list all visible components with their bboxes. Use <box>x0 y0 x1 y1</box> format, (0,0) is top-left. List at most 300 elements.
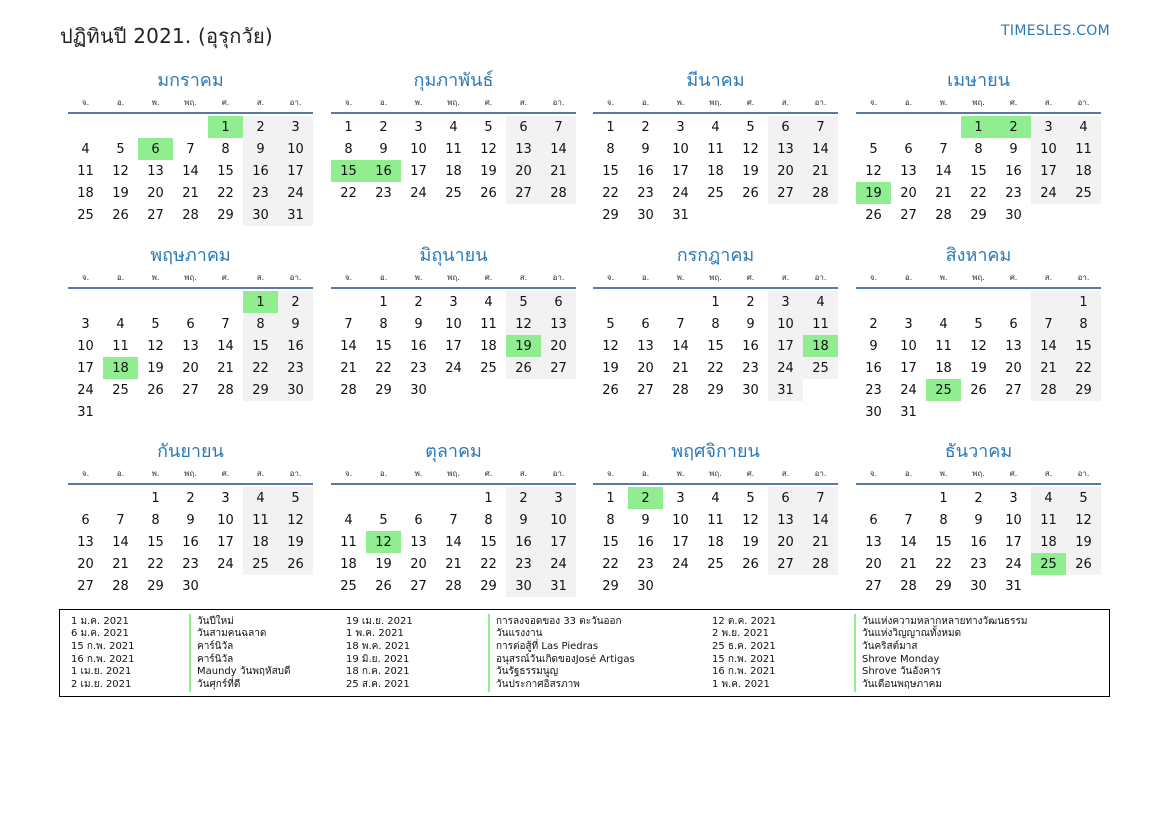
weekday-label: ศ. <box>1009 273 1018 282</box>
day-cell: 28 <box>182 207 199 223</box>
holiday-date: 12 ต.ค. 2021 <box>712 615 777 627</box>
month-block <box>856 68 1101 226</box>
day-cell: 5 <box>746 490 755 506</box>
day-cell: 27 <box>637 382 654 398</box>
empty-cell <box>173 116 208 138</box>
empty-cell <box>733 204 768 226</box>
day-cell: 21 <box>541 160 576 182</box>
day-cell: 19 <box>1066 531 1101 553</box>
weekday-label: พฤ. <box>184 273 197 282</box>
weekday-header <box>68 269 313 287</box>
day-cell: 28 <box>340 382 357 398</box>
day-cell: 19 <box>375 556 392 572</box>
day-cell: 11 <box>480 316 497 332</box>
month-name: พฤศจิกายน <box>671 441 760 462</box>
empty-cell <box>103 116 138 138</box>
month-block <box>68 243 313 423</box>
day-cell: 23 <box>375 185 392 201</box>
holiday-name: วันศุกร์ที่ดี <box>189 677 240 692</box>
day-cell: 18 <box>1066 160 1101 182</box>
day-cell: 3 <box>1009 490 1018 506</box>
holiday-name: การลงจอดของ 33 ตะวันออก <box>488 614 622 629</box>
weekday-label: พ. <box>151 273 160 282</box>
day-cell: 15 <box>707 338 724 354</box>
day-cell: 6 <box>904 141 913 157</box>
day-cell: 26 <box>112 207 129 223</box>
month-name: ตุลาคม <box>425 441 482 462</box>
day-cell: 29 <box>147 578 164 594</box>
day-cell: 10 <box>768 313 803 335</box>
day-grid <box>331 116 576 204</box>
holiday-date: 19 มิ.ย. 2021 <box>346 653 410 665</box>
day-cell: 21 <box>182 185 199 201</box>
day-cell: 17 <box>410 163 427 179</box>
day-cell: 24 <box>1031 182 1066 204</box>
day-cell: 4 <box>711 119 720 135</box>
day-cell: 20 <box>77 556 94 572</box>
day-cell: 17 <box>278 160 313 182</box>
day-cell: 27 <box>506 182 541 204</box>
month-block <box>331 243 576 401</box>
day-cell: 13 <box>865 534 882 550</box>
day-cell: 4 <box>711 490 720 506</box>
day-cell: 12 <box>742 512 759 528</box>
day-cell: 25 <box>340 578 357 594</box>
day-cell: 19 <box>480 163 497 179</box>
empty-cell <box>471 379 506 401</box>
day-cell: 10 <box>1031 138 1066 160</box>
month-name: พฤษภาคม <box>150 245 231 266</box>
day-cell: 17 <box>768 335 803 357</box>
weekday-label: พ. <box>414 98 423 107</box>
holiday-name: วันแห่งวิญญาณทั้งหมด <box>854 626 961 641</box>
day-cell: 16 <box>182 534 199 550</box>
empty-cell <box>663 575 698 597</box>
day-cell: 6 <box>869 512 878 528</box>
weekday-label: ส. <box>519 469 528 478</box>
day-cell: 20 <box>768 160 803 182</box>
holiday-date: 16 ก.พ. 2021 <box>71 653 135 665</box>
day-cell: 21 <box>217 360 234 376</box>
day-cell: 22 <box>602 556 619 572</box>
day-cell: 26 <box>480 185 497 201</box>
empty-cell <box>173 291 208 313</box>
day-cell: 9 <box>641 512 650 528</box>
weekday-label: จ. <box>344 98 353 107</box>
day-cell: 19 <box>278 531 313 553</box>
day-cell: 29 <box>935 578 952 594</box>
weekday-label: พ. <box>676 273 685 282</box>
day-cell: 3 <box>904 316 913 332</box>
day-cell: 29 <box>480 578 497 594</box>
day-cell: 6 <box>541 291 576 313</box>
day-cell: 21 <box>340 360 357 376</box>
weekday-label: อา. <box>552 98 565 107</box>
empty-cell <box>243 575 278 597</box>
day-cell: 26 <box>865 207 882 223</box>
weekday-label: อ. <box>379 469 388 478</box>
day-cell: 11 <box>1031 509 1066 531</box>
holiday-date: 2 เม.ย. 2021 <box>71 678 132 690</box>
empty-cell <box>103 291 138 313</box>
holiday-name: การต่อสู้ที่ Las Piedras <box>488 639 598 654</box>
holiday-name: คาร์นิวัล <box>189 639 233 654</box>
empty-cell <box>243 401 278 423</box>
day-cell: 15 <box>480 534 497 550</box>
day-cell: 5 <box>974 316 983 332</box>
day-cell: 17 <box>1031 160 1066 182</box>
day-cell: 15 <box>243 335 278 357</box>
weekday-label: ส. <box>519 98 528 107</box>
empty-cell <box>803 575 838 597</box>
month-block <box>856 243 1101 423</box>
day-cell: 14 <box>445 534 462 550</box>
day-cell: 10 <box>1005 512 1022 528</box>
day-cell: 25 <box>707 556 724 572</box>
day-cell: 8 <box>974 141 983 157</box>
empty-cell <box>436 379 471 401</box>
day-cell: 4 <box>449 119 458 135</box>
day-cell: 1 <box>606 490 615 506</box>
day-cell: 15 <box>375 338 392 354</box>
weekday-label: อา. <box>1077 469 1090 478</box>
day-cell: 13 <box>147 163 164 179</box>
day-cell: 21 <box>672 360 689 376</box>
month-name: สิงหาคม <box>945 245 1012 266</box>
month-name: มกราคม <box>157 70 224 91</box>
day-cell: 26 <box>970 382 987 398</box>
holiday-date: 16 ก.พ. 2021 <box>712 666 776 678</box>
empty-cell <box>926 401 961 423</box>
day-cell: 23 <box>865 382 882 398</box>
weekday-label: พฤ. <box>447 273 460 282</box>
day-cell: 11 <box>803 313 838 335</box>
day-cell: 10 <box>900 338 917 354</box>
day-cell: 20 <box>182 360 199 376</box>
day-cell: 14 <box>340 338 357 354</box>
day-cell: 6 <box>506 116 541 138</box>
day-cell: 24 <box>768 357 803 379</box>
empty-cell <box>803 379 838 401</box>
day-cell: 7 <box>541 116 576 138</box>
holiday-column <box>71 615 291 691</box>
weekday-label: พฤ. <box>972 273 985 282</box>
header-rule <box>856 112 1101 114</box>
holiday-day-cell: 2 <box>996 116 1031 138</box>
day-cell: 28 <box>112 578 129 594</box>
day-cell: 23 <box>182 556 199 572</box>
day-cell: 30 <box>182 578 199 594</box>
day-grid <box>68 291 313 423</box>
day-cell: 13 <box>541 313 576 335</box>
day-cell: 28 <box>935 207 952 223</box>
day-cell: 9 <box>641 141 650 157</box>
day-cell: 2 <box>278 291 313 313</box>
empty-cell <box>996 291 1031 313</box>
brand-link[interactable]: TIMESLES.COM <box>1001 23 1110 39</box>
day-cell: 12 <box>742 141 759 157</box>
day-cell: 30 <box>1005 207 1022 223</box>
day-cell: 9 <box>746 316 755 332</box>
day-cell: 6 <box>1009 316 1018 332</box>
holiday-list <box>59 609 1110 697</box>
day-cell: 2 <box>414 294 423 310</box>
weekday-label: จ. <box>606 98 615 107</box>
day-cell: 13 <box>182 338 199 354</box>
weekday-label: อ. <box>641 273 650 282</box>
day-cell: 20 <box>865 556 882 572</box>
day-cell: 12 <box>278 509 313 531</box>
empty-cell <box>506 379 541 401</box>
day-cell: 26 <box>1066 553 1101 575</box>
month-name: กันยายน <box>157 441 224 462</box>
empty-cell <box>68 487 103 509</box>
holiday-date: 6 ม.ค. 2021 <box>71 628 129 640</box>
weekday-label: พฤ. <box>447 469 460 478</box>
day-grid <box>68 116 313 226</box>
holiday-day-cell: 6 <box>138 138 173 160</box>
day-cell: 6 <box>186 316 195 332</box>
day-cell: 1 <box>939 490 948 506</box>
day-cell: 23 <box>506 553 541 575</box>
holiday-name: วันประกาศอิสรภาพ <box>488 677 580 692</box>
day-cell: 11 <box>340 534 357 550</box>
day-cell: 10 <box>217 512 234 528</box>
holiday-name: วันแรงงาน <box>488 626 542 641</box>
day-cell: 10 <box>278 138 313 160</box>
weekday-label: พฤ. <box>972 98 985 107</box>
header-rule <box>68 483 313 485</box>
day-cell: 19 <box>742 163 759 179</box>
day-cell: 8 <box>151 512 160 528</box>
holiday-day-cell: 16 <box>366 160 401 182</box>
day-cell: 4 <box>803 291 838 313</box>
month-name: เมษายน <box>947 70 1010 91</box>
day-cell: 8 <box>939 512 948 528</box>
header-rule <box>68 287 313 289</box>
header-rule <box>331 112 576 114</box>
day-cell: 16 <box>637 163 654 179</box>
empty-cell <box>926 291 961 313</box>
day-cell: 6 <box>641 316 650 332</box>
day-cell: 16 <box>278 335 313 357</box>
holiday-day-cell: 1 <box>243 291 278 313</box>
day-cell: 23 <box>243 182 278 204</box>
day-cell: 2 <box>379 119 388 135</box>
day-cell: 2 <box>869 316 878 332</box>
holiday-name: อนุสรณ์วันเกิดของJosé Artigas <box>488 652 635 667</box>
weekday-label: อา. <box>289 273 302 282</box>
day-cell: 16 <box>637 534 654 550</box>
day-cell: 21 <box>803 531 838 553</box>
weekday-label: จ. <box>344 469 353 478</box>
day-cell: 16 <box>506 531 541 553</box>
day-cell: 5 <box>1066 487 1101 509</box>
day-cell: 26 <box>506 357 541 379</box>
day-cell: 22 <box>375 360 392 376</box>
day-cell: 4 <box>1031 487 1066 509</box>
day-cell: 31 <box>541 575 576 597</box>
day-cell: 7 <box>803 487 838 509</box>
holiday-date: 1 ม.ค. 2021 <box>71 615 129 627</box>
day-cell: 5 <box>151 316 160 332</box>
empty-cell <box>961 291 996 313</box>
weekday-label: ส. <box>256 98 265 107</box>
day-cell: 4 <box>344 512 353 528</box>
day-cell: 17 <box>445 338 462 354</box>
day-cell: 6 <box>768 487 803 509</box>
weekday-header <box>331 94 576 112</box>
day-cell: 20 <box>768 531 803 553</box>
weekday-label: อา. <box>1077 273 1090 282</box>
holiday-date: 1 พ.ค. 2021 <box>712 678 770 690</box>
header-rule <box>68 112 313 114</box>
weekday-label: ส. <box>1044 98 1053 107</box>
weekday-label: พฤ. <box>972 469 985 478</box>
day-cell: 11 <box>445 141 462 157</box>
day-cell: 17 <box>672 163 689 179</box>
day-cell: 20 <box>147 185 164 201</box>
day-cell: 30 <box>637 578 654 594</box>
month-name: มีนาคม <box>686 70 745 91</box>
day-cell: 25 <box>445 185 462 201</box>
weekday-label: ส. <box>256 273 265 282</box>
holiday-day-cell: 12 <box>366 531 401 553</box>
day-cell: 14 <box>672 338 689 354</box>
day-cell: 25 <box>77 207 94 223</box>
day-cell: 2 <box>186 490 195 506</box>
day-cell: 16 <box>865 360 882 376</box>
day-cell: 14 <box>803 138 838 160</box>
day-cell: 13 <box>1005 338 1022 354</box>
day-cell: 8 <box>484 512 493 528</box>
day-cell: 29 <box>602 207 619 223</box>
empty-cell <box>856 116 891 138</box>
day-grid <box>331 487 576 597</box>
empty-cell <box>541 379 576 401</box>
day-cell: 26 <box>742 556 759 572</box>
holiday-date: 25 ส.ค. 2021 <box>346 678 410 690</box>
day-cell: 2 <box>746 294 755 310</box>
day-cell: 20 <box>1005 360 1022 376</box>
day-cell: 27 <box>147 207 164 223</box>
weekday-label: ศ. <box>484 98 493 107</box>
month-name: กรกฎาคม <box>676 245 755 266</box>
day-cell: 10 <box>541 509 576 531</box>
day-cell: 21 <box>900 556 917 572</box>
weekday-label: อา. <box>552 273 565 282</box>
day-cell: 15 <box>1066 335 1101 357</box>
month-name: กุมภาพันธ์ <box>413 70 494 91</box>
day-cell: 22 <box>970 185 987 201</box>
weekday-label: อ. <box>904 273 913 282</box>
weekday-label: พ. <box>151 469 160 478</box>
day-cell: 22 <box>147 556 164 572</box>
empty-cell <box>1066 575 1101 597</box>
day-cell: 8 <box>243 313 278 335</box>
empty-cell <box>68 291 103 313</box>
holiday-name: คาร์นิวัล <box>189 652 233 667</box>
day-cell: 7 <box>939 141 948 157</box>
day-cell: 25 <box>1066 182 1101 204</box>
day-cell: 18 <box>707 163 724 179</box>
header-rule <box>856 483 1101 485</box>
day-cell: 24 <box>672 556 689 572</box>
day-cell: 27 <box>182 382 199 398</box>
weekday-label: พฤ. <box>184 98 197 107</box>
header-rule <box>593 287 838 289</box>
empty-cell <box>891 291 926 313</box>
holiday-name: Shrove วันอังคาร <box>854 664 941 679</box>
day-cell: 22 <box>243 357 278 379</box>
empty-cell <box>698 204 733 226</box>
day-cell: 9 <box>974 512 983 528</box>
day-cell: 23 <box>637 185 654 201</box>
empty-cell <box>628 291 663 313</box>
day-cell: 3 <box>221 490 230 506</box>
empty-cell <box>208 291 243 313</box>
day-cell: 2 <box>243 116 278 138</box>
holiday-date: 15 ก.พ. 2021 <box>71 640 135 652</box>
empty-cell <box>331 291 366 313</box>
day-cell: 2 <box>506 487 541 509</box>
day-cell: 8 <box>344 141 353 157</box>
holiday-day-cell: 15 <box>331 160 366 182</box>
day-cell: 3 <box>768 291 803 313</box>
empty-cell <box>961 401 996 423</box>
weekday-label: พ. <box>939 98 948 107</box>
day-cell: 10 <box>672 141 689 157</box>
weekday-label: อา. <box>814 98 827 107</box>
weekday-label: ส. <box>781 469 790 478</box>
day-cell: 5 <box>606 316 615 332</box>
day-cell: 22 <box>602 185 619 201</box>
day-cell: 5 <box>116 141 125 157</box>
day-cell: 21 <box>1031 357 1066 379</box>
holiday-row <box>71 678 291 691</box>
empty-cell <box>138 291 173 313</box>
weekday-label: ส. <box>781 273 790 282</box>
day-cell: 15 <box>970 163 987 179</box>
empty-cell <box>856 487 891 509</box>
weekday-label: ศ. <box>746 273 755 282</box>
holiday-day-cell: 25 <box>1031 553 1066 575</box>
empty-cell <box>208 575 243 597</box>
month-block <box>331 68 576 204</box>
holiday-date: 1 พ.ค. 2021 <box>346 628 404 640</box>
weekday-label: จ. <box>81 469 90 478</box>
day-cell: 19 <box>147 360 164 376</box>
day-cell: 1 <box>606 119 615 135</box>
day-cell: 12 <box>865 163 882 179</box>
day-cell: 30 <box>278 379 313 401</box>
day-cell: 21 <box>803 160 838 182</box>
empty-cell <box>593 291 628 313</box>
weekday-label: อ. <box>379 98 388 107</box>
day-cell: 12 <box>112 163 129 179</box>
day-cell: 26 <box>278 553 313 575</box>
day-cell: 7 <box>904 512 913 528</box>
day-cell: 27 <box>1005 382 1022 398</box>
weekday-label: ศ. <box>484 469 493 478</box>
day-cell: 12 <box>970 338 987 354</box>
day-cell: 7 <box>803 116 838 138</box>
month-block <box>68 68 313 226</box>
day-cell: 20 <box>506 160 541 182</box>
month-name: ธันวาคม <box>944 441 1013 462</box>
day-cell: 14 <box>935 163 952 179</box>
day-cell: 14 <box>1031 335 1066 357</box>
